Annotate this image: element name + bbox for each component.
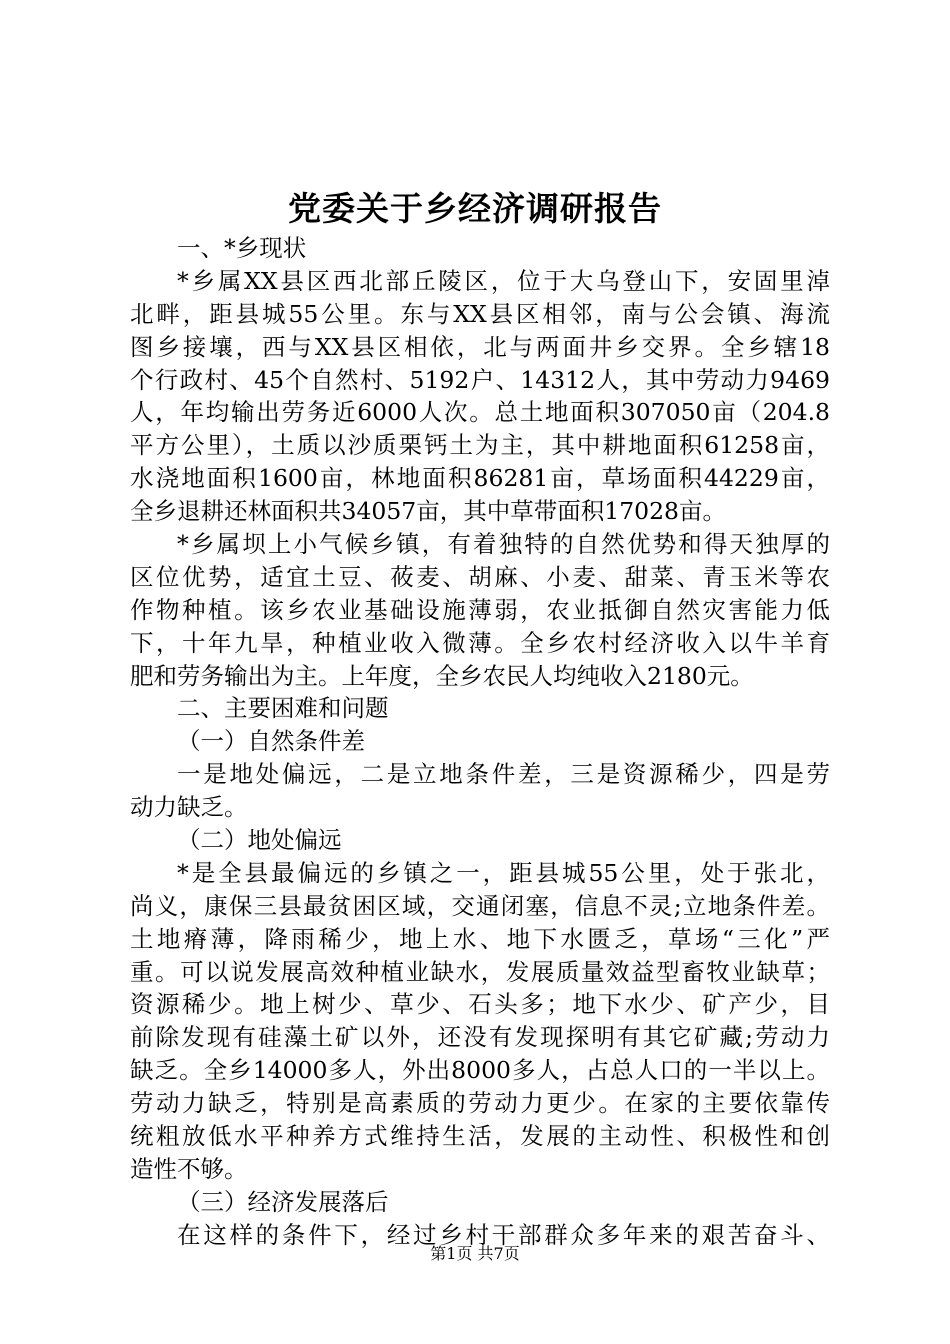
text-line: 下，十年九旱，种植业收入微薄。全乡农村经济收入以牛羊育 [130,628,830,657]
text-line: 肥和劳务输出为主。上年度，全乡农民人均纯收入2180元。 [130,661,754,690]
text-line: 作物种植。该乡农业基础设施薄弱，农业抵御自然灾害能力低 [130,595,830,624]
text-line: （三）经济发展落后 [177,1187,389,1216]
text-line: 图乡接壤，西与XX县区相依，北与两面井乡交界。全乡辖18 [130,332,830,361]
text-line: 资源稀少。地上树少、草少、石头多；地下水少、矿产少，目 [130,990,830,1019]
text-line: 前除发现有硅藻土矿以外，还没有发现探明有其它矿藏;劳动力 [130,1023,830,1052]
document-body [130,232,830,1252]
text-line: 一是地处偏远，二是立地条件差，三是资源稀少，四是劳 [177,760,830,789]
text-line: （二）地处偏远 [177,826,342,855]
text-line: 水浇地面积1600亩，林地面积86281亩，草场面积44229亩， [130,464,830,493]
text-line: 动力缺乏。 [130,793,248,822]
text-line: （一）自然条件差 [177,727,365,756]
text-line: 区位优势，适宜土豆、莜麦、胡麻、小麦、甜菜、青玉米等农 [130,562,830,591]
text-line: 全乡退耕还林面积共34057亩，其中草带面积17028亩。 [130,497,727,526]
text-line: 尚义，康保三县最贫困区域，交通闭塞，信息不灵;立地条件差。 [130,891,830,920]
text-line: 劳动力缺乏，特别是高素质的劳动力更少。在家的主要依靠传 [130,1089,830,1118]
document-title: 党委关于乡经济调研报告 [288,189,662,228]
text-line: 缺乏。全乡14000多人，外出8000多人，占总人口的一半以上。 [130,1056,830,1085]
text-line: 平方公里），土质以沙质栗钙土为主，其中耕地面积61258亩， [130,431,830,460]
text-line: 造性不够。 [130,1154,248,1183]
text-line: 二、主要困难和问题 [177,694,389,723]
text-line: 土地瘠薄，降雨稀少，地上水、地下水匮乏，草场“三化”严 [130,924,830,953]
text-line: 个行政村、45个自然村、5192户、14312人，其中劳动力9469 [130,365,830,394]
text-line: *是全县最偏远的乡镇之一，距县城55公里，处于张北， [177,858,830,887]
page-footer: 第1页 共7页 [430,1244,520,1263]
text-line: 统粗放低水平种养方式维持生活，发展的主动性、积极性和创 [130,1122,830,1151]
text-line: 人，年均输出劳务近6000人次。总土地面积307050亩（204.8 [130,398,830,427]
text-line: 北畔，距县城55公里。东与XX县区相邻，南与公会镇、海流 [130,299,830,328]
text-line: 一、*乡现状 [177,234,307,262]
text-line: *乡属XX县区西北部丘陵区，位于大乌登山下，安固里淖 [177,266,830,295]
text-line: 重。可以说发展高效种植业缺水，发展质量效益型畜牧业缺草； [130,957,830,986]
text-line: 在这样的条件下，经过乡村干部群众多年来的艰苦奋斗、 [177,1220,830,1249]
text-line: *乡属坝上小气候乡镇，有着独特的自然优势和得天独厚的 [177,530,830,559]
